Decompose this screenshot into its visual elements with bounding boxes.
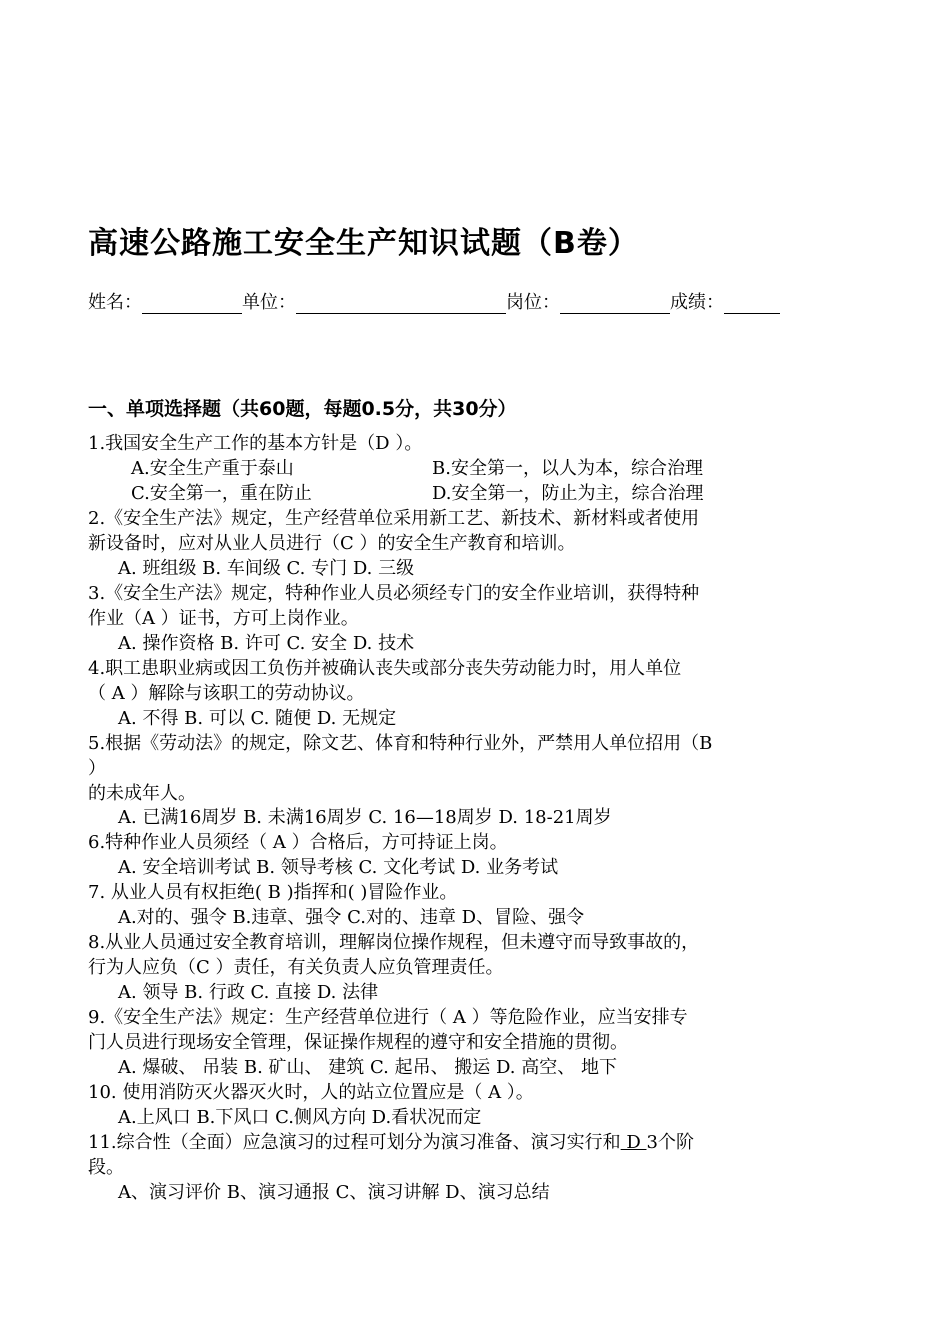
question-2-options: A. 班组级 B. 车间级 C. 专门 D. 三级: [118, 558, 415, 579]
question-11-stem-text-a: 11.综合性（全面）应急演习的过程可划分为演习准备、演习实行和: [88, 1132, 621, 1153]
question-9-stem-line2: 门人员进行现场安全管理，保证操作规程的遵守和安全措施的贯彻。: [88, 1032, 628, 1053]
question-4-options: A. 不得 B. 可以 C. 随便 D. 无规定: [118, 708, 397, 729]
question-2-stem-line1: 2.《安全生产法》规定，生产经营单位采用新工艺、新技术、新材料或者使用: [88, 508, 700, 529]
post-label: 岗位：: [506, 292, 560, 313]
question-11-stem-text-b: 3个阶: [646, 1132, 694, 1153]
question-3-options: A. 操作资格 B. 许可 C. 安全 D. 技术: [118, 633, 415, 654]
question-11-answer-blank: D: [620, 1132, 647, 1153]
name-field[interactable]: [142, 293, 242, 314]
question-7-options: A.对的、强令 B.违章、强令 C.对的、违章 D、冒险、强令: [118, 907, 585, 928]
unit-field[interactable]: [296, 293, 506, 314]
question-8-stem-line1: 8.从业人员通过安全教育培训，理解岗位操作规程，但未遵守而导致事故的，: [88, 932, 700, 953]
question-8-stem-line2: 行为人应负（C ）责任，有关负责人应负管理责任。: [88, 957, 504, 978]
question-11-stem-line2: 段。: [88, 1157, 124, 1178]
question-3-stem-line1: 3.《安全生产法》规定，特种作业人员必须经专门的安全作业培训，获得特种: [88, 583, 700, 604]
question-3-stem-line2: 作业（A ）证书，方可上岗作业。: [88, 608, 359, 629]
question-1-option-c: C.安全第一，重在防止: [131, 483, 312, 504]
header-info-row: [88, 288, 780, 314]
question-11-options: A、演习评价 B、演习通报 C、演习讲解 D、演习总结: [118, 1182, 550, 1203]
post-field[interactable]: [560, 293, 670, 314]
question-4-stem-line2: （ A ）解除与该职工的劳动协议。: [88, 683, 365, 704]
score-field[interactable]: [724, 293, 780, 314]
question-5-stem-line1: 5.根据《劳动法》的规定，除文艺、体育和特种行业外，严禁用人单位招用（B: [88, 733, 713, 754]
question-7-stem: 7. 从业人员有权拒绝( B )指挥和( )冒险作业。: [88, 882, 458, 903]
question-4-stem-line1: 4.职工患职业病或因工负伤并被确认丧失或部分丧失劳动能力时，用人单位: [88, 658, 682, 679]
question-2-stem-line2: 新设备时，应对从业人员进行（C ）的安全生产教育和培训。: [88, 533, 576, 554]
question-10-options: A.上风口 B.下风口 C.侧风方向 D.看状况而定: [118, 1107, 482, 1128]
question-11-stem-line1: [88, 1131, 694, 1155]
question-10-stem: 10. 使用消防灭火器灭火时，人的站立位置应是（ A ）。: [88, 1082, 534, 1103]
page-title: 高速公路施工安全生产知识试题（B卷）: [88, 226, 639, 261]
question-5-stem-line2: ）: [88, 758, 106, 779]
question-9-options: A. 爆破、 吊装 B. 矿山、 建筑 C. 起吊、 搬运 D. 高空、 地下: [118, 1057, 617, 1078]
question-5-stem-line3: 的未成年人。: [88, 783, 196, 804]
question-6-stem: 6.特种作业人员须经（ A ）合格后，方可持证上岗。: [88, 832, 508, 853]
question-1-option-d: D.安全第一，防止为主，综合治理: [432, 483, 704, 504]
question-8-options: A. 领导 B. 行政 C. 直接 D. 法律: [118, 982, 379, 1003]
section-heading: 一、单项选择题（共60题，每题0.5分，共30分）: [88, 398, 517, 420]
unit-label: 单位：: [242, 292, 296, 313]
question-1-option-a: A.安全生产重于泰山: [131, 458, 294, 479]
question-1-stem: 1.我国安全生产工作的基本方针是（D ）。: [88, 433, 423, 454]
name-label: 姓名：: [88, 292, 142, 313]
score-label: 成绩：: [670, 292, 724, 313]
question-5-options: A. 已满16周岁 B. 未满16周岁 C. 16—18周岁 D. 18-21周岁: [118, 807, 612, 828]
question-1-option-b: B.安全第一，以人为本，综合治理: [432, 458, 703, 479]
question-6-options: A. 安全培训考试 B. 领导考核 C. 文化考试 D. 业务考试: [118, 857, 559, 878]
question-9-stem-line1: 9.《安全生产法》规定：生产经营单位进行（ A ）等危险作业，应当安排专: [88, 1007, 688, 1028]
